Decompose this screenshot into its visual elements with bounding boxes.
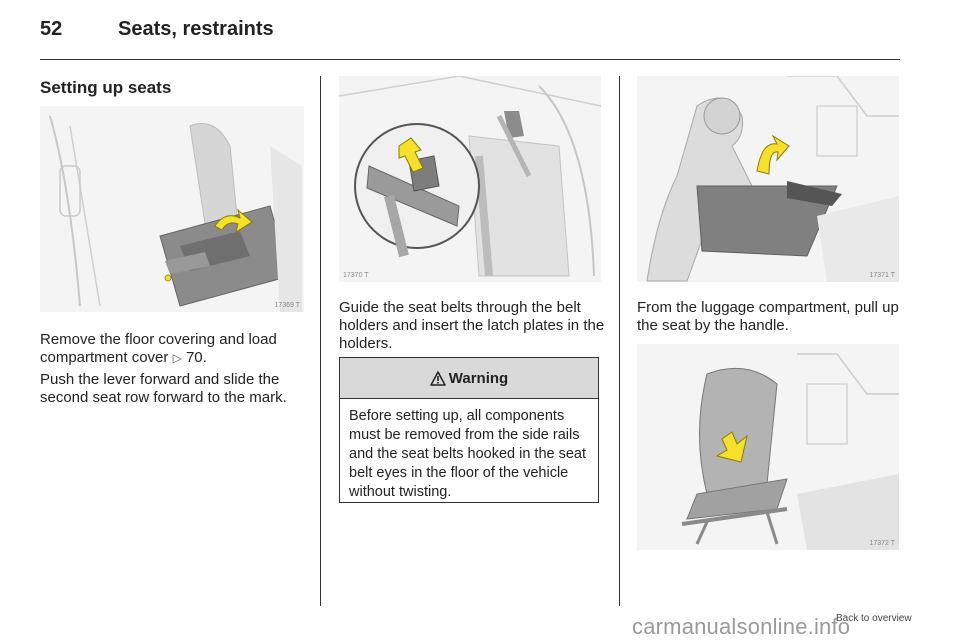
warning-triangle-icon — [430, 371, 446, 386]
seat-belt-holder-illustration — [339, 76, 601, 282]
paragraph-text: Remove the floor covering and load compartment cover — [40, 331, 277, 366]
seat-lever-illustration — [40, 106, 304, 312]
section-title: Seats, restraints — [118, 18, 274, 40]
paragraph-pull-up-seat: From the luggage compartment, pull up the seat by the handle. — [637, 299, 899, 334]
pull-up-seat-illustration — [637, 76, 899, 282]
warning-text: Before setting up, all components must be removed from the side rails and the seat belts hooked in the seat belt eyes in the floor of the vehicle without twisting. — [349, 408, 587, 500]
page-ref-arrow-icon: ▷ — [172, 351, 182, 365]
page-reference: 70. — [185, 349, 207, 366]
figure-code: 17369 T — [274, 302, 300, 309]
column-divider — [619, 76, 620, 606]
paragraph-remove-covering — [40, 331, 310, 367]
warning-header — [340, 358, 598, 399]
back-to-overview-link[interactable]: Back to overview — [836, 613, 912, 624]
paragraph-guide-belts: Guide the seat belts through the belt holders and insert the latch plates in the holders. — [339, 299, 605, 352]
figure-code: 17371 T — [869, 272, 895, 279]
warning-title: Warning — [448, 369, 509, 387]
paragraph-push-lever: Push the lever forward and slide the second seat row forward to the mark. — [40, 371, 287, 406]
warning-box — [339, 357, 599, 503]
header-rule — [40, 59, 900, 60]
column-divider — [320, 76, 321, 606]
subheading: Setting up seats — [40, 78, 172, 97]
figure-code: 17370 T — [343, 272, 369, 279]
watermark: carmanualsonline.info — [632, 614, 851, 639]
page-number: 52 — [40, 18, 63, 40]
figure-code: 17372 T — [869, 540, 895, 547]
fold-seat-illustration — [637, 344, 899, 550]
